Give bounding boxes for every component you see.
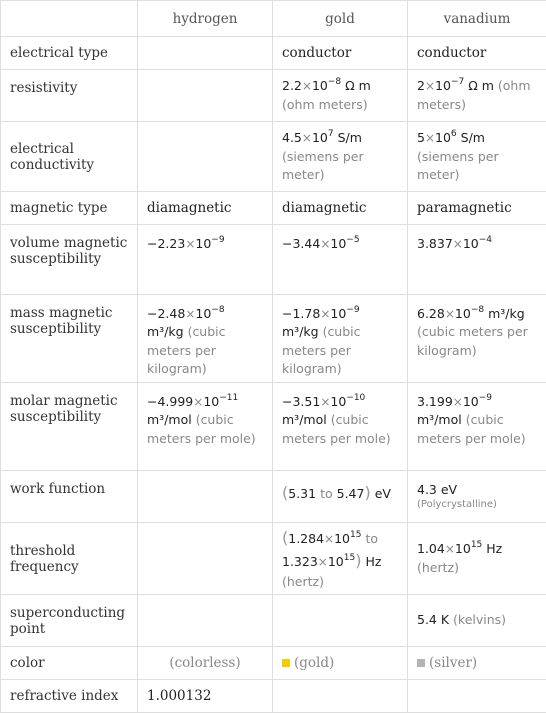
cell-vanadium: 5.4 K (kelvins) [408, 595, 546, 647]
cell-hydrogen: $-4.999\times 10^{-11}$ m³/mol (cubic meters per mole) [138, 383, 273, 471]
cell-hydrogen [138, 37, 273, 70]
row-magnetic-type [1, 192, 546, 225]
cell-hydrogen: diamagnetic [138, 192, 273, 225]
row-molar-susceptibility [1, 383, 546, 471]
silver-swatch [417, 659, 425, 667]
row-label: refractive index [1, 680, 138, 713]
header-vanadium: vanadium [408, 1, 546, 37]
row-label: threshold frequency [1, 523, 138, 595]
row-work-function [1, 471, 546, 523]
cell-gold: $-3.44\times 10^{-5}$ [273, 225, 408, 295]
cell-vanadium: $1.04\times 10^{15}$ Hz (hertz) [408, 523, 546, 595]
cell-hydrogen [138, 595, 273, 647]
row-superconducting-point [1, 595, 546, 647]
header-hydrogen: hydrogen [138, 1, 273, 37]
cell-vanadium: $5\times 10^6$ S/m (siemens per meter) [408, 122, 546, 192]
cell-vanadium [408, 680, 546, 713]
cell-gold: $-3.51\times 10^{-10}$ m³/mol (cubic meters per mole) [273, 383, 408, 471]
header-gold: gold [273, 1, 408, 37]
row-label: work function [1, 471, 138, 523]
cell-gold: conductor [273, 37, 408, 70]
gold-swatch [282, 659, 290, 667]
header-row [1, 1, 546, 37]
row-electrical-type [1, 37, 546, 70]
cell-vanadium: paramagnetic [408, 192, 546, 225]
cell-vanadium: $3.837\times 10^{-4}$ [408, 225, 546, 295]
cell-vanadium: $2\times 10^{-7}$ Ω m (ohm meters) [408, 70, 546, 122]
cell-hydrogen: $-2.23\times 10^{-9}$ [138, 225, 273, 295]
cell-gold: diamagnetic [273, 192, 408, 225]
cell-vanadium: $6.28\times 10^{-8}$ m³/kg (cubic meters per kilogram) [408, 295, 546, 383]
cell-hydrogen [138, 471, 273, 523]
cell-vanadium: 4.3 eV (Polycrystalline) [408, 471, 546, 523]
cell-hydrogen [138, 122, 273, 192]
cell-vanadium: $3.199\times 10^{-9}$ m³/mol (cubic meters per mole) [408, 383, 546, 471]
row-label: magnetic type [1, 192, 138, 225]
cell-gold: (5.31 to 5.47) eV [273, 471, 408, 523]
row-label: superconducting point [1, 595, 138, 647]
cell-vanadium: (silver) [408, 647, 546, 680]
cell-gold: (gold) [273, 647, 408, 680]
row-label: volume magnetic susceptibility [1, 225, 138, 295]
cell-hydrogen: $-2.48\times 10^{-8}$ m³/kg (cubic meters per kilogram) [138, 295, 273, 383]
row-color [1, 647, 546, 680]
row-label: resistivity [1, 70, 138, 122]
row-resistivity [1, 70, 546, 122]
cell-gold [273, 595, 408, 647]
cell-hydrogen: 1.000132 [138, 680, 273, 713]
row-mass-susceptibility [1, 295, 546, 383]
cell-vanadium: conductor [408, 37, 546, 70]
cell-gold [273, 680, 408, 713]
cell-hydrogen [138, 523, 273, 595]
row-label: color [1, 647, 138, 680]
row-label: electrical type [1, 37, 138, 70]
cell-gold: $-1.78\times 10^{-9}$ m³/kg (cubic meters per kilogram) [273, 295, 408, 383]
row-volume-susceptibility [1, 225, 546, 295]
row-refractive-index [1, 680, 546, 713]
row-label: mass magnetic susceptibility [1, 295, 138, 383]
row-conductivity [1, 122, 546, 192]
cell-hydrogen: (colorless) [138, 647, 273, 680]
row-label: molar magnetic susceptibility [1, 383, 138, 471]
row-threshold-frequency [1, 523, 546, 595]
cell-gold: $4.5\times 10^7$ S/m (siemens per meter) [273, 122, 408, 192]
row-label: electrical conductivity [1, 122, 138, 192]
cell-hydrogen [138, 70, 273, 122]
cell-gold: ($1.284\times 10^{15}$ to $1.323\times 10^{15}$) Hz (hertz) [273, 523, 408, 595]
corner-cell [1, 1, 138, 37]
cell-gold: $2.2\times 10^{-8}$ Ω m (ohm meters) [273, 70, 408, 122]
